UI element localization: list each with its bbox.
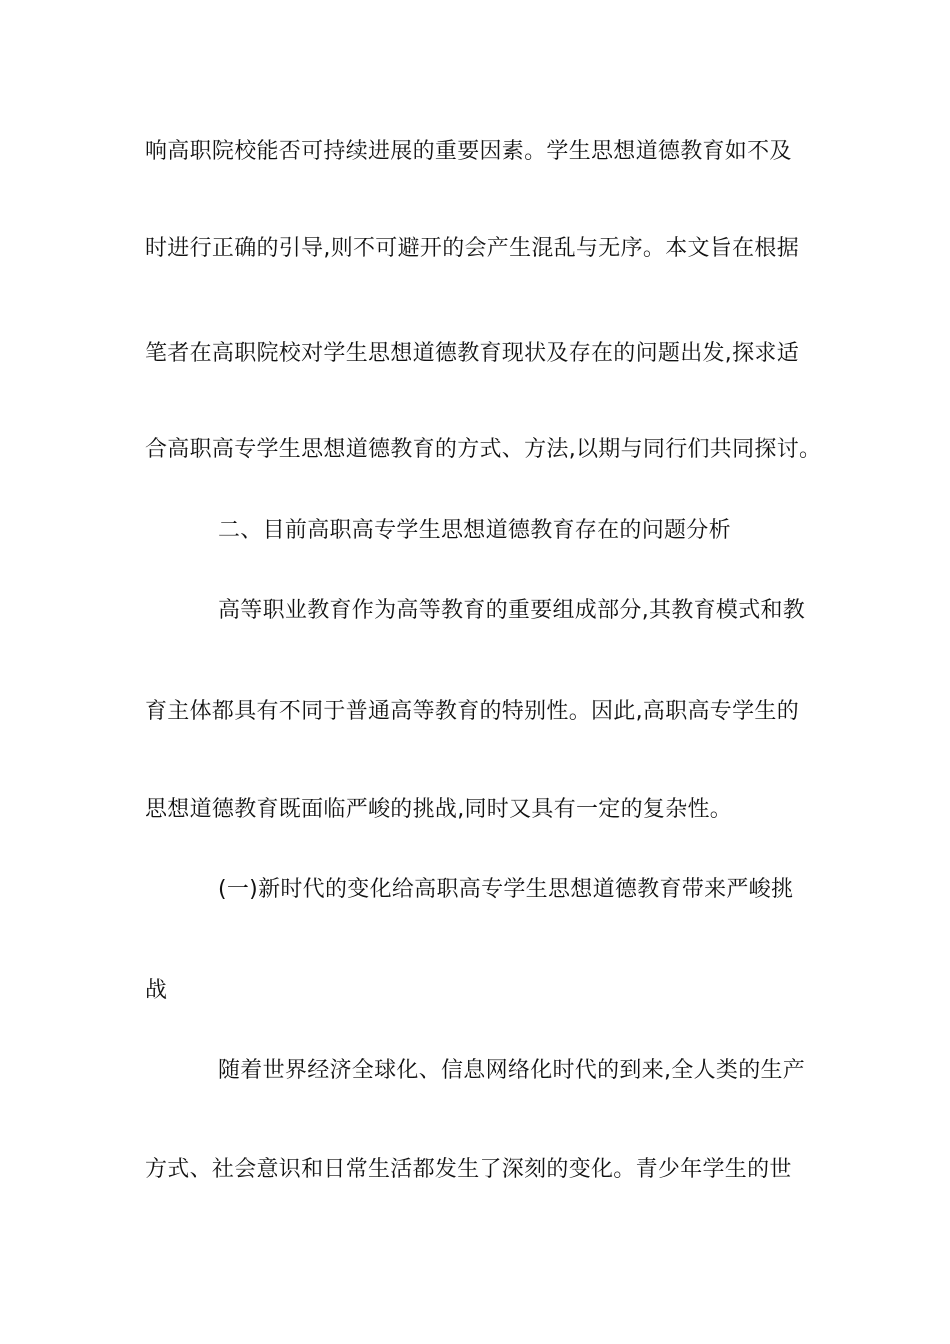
paragraph-line: 时进行正确的引导,则不可避开的会产生混乱与无序。本文旨在根据 bbox=[145, 236, 799, 261]
paragraph-line: 育主体都具有不同于普通高等教育的特别性。因此,高职高专学生的 bbox=[145, 699, 799, 724]
paragraph-line: 高等职业教育作为高等教育的重要组成部分,其教育模式和教 bbox=[218, 598, 806, 623]
subsection-heading: (一)新时代的变化给高职高专学生思想道德教育带来严峻挑 bbox=[218, 877, 794, 902]
paragraph-line: 思想道德教育既面临严峻的挑战,同时又具有一定的复杂性。 bbox=[145, 797, 733, 822]
section-heading: 二、目前高职高专学生思想道德教育存在的问题分析 bbox=[218, 518, 731, 543]
paragraph-line: 响高职院校能否可持续进展的重要因素。学生思想道德教育如不及 bbox=[145, 139, 792, 164]
paragraph-line: 随着世界经济全球化、信息网络化时代的到来,全人类的生产 bbox=[218, 1058, 806, 1083]
paragraph-line: 笔者在高职院校对学生思想道德教育现状及存在的问题出发,探求适 bbox=[145, 341, 799, 366]
paragraph-line: 合高职高专学生思想道德教育的方式、方法,以期与同行们共同探讨。 bbox=[145, 437, 822, 462]
subsection-heading-continuation: 战 bbox=[145, 978, 168, 1003]
paragraph-line: 方式、社会意识和日常生活都发生了深刻的变化。青少年学生的世 bbox=[145, 1157, 792, 1182]
